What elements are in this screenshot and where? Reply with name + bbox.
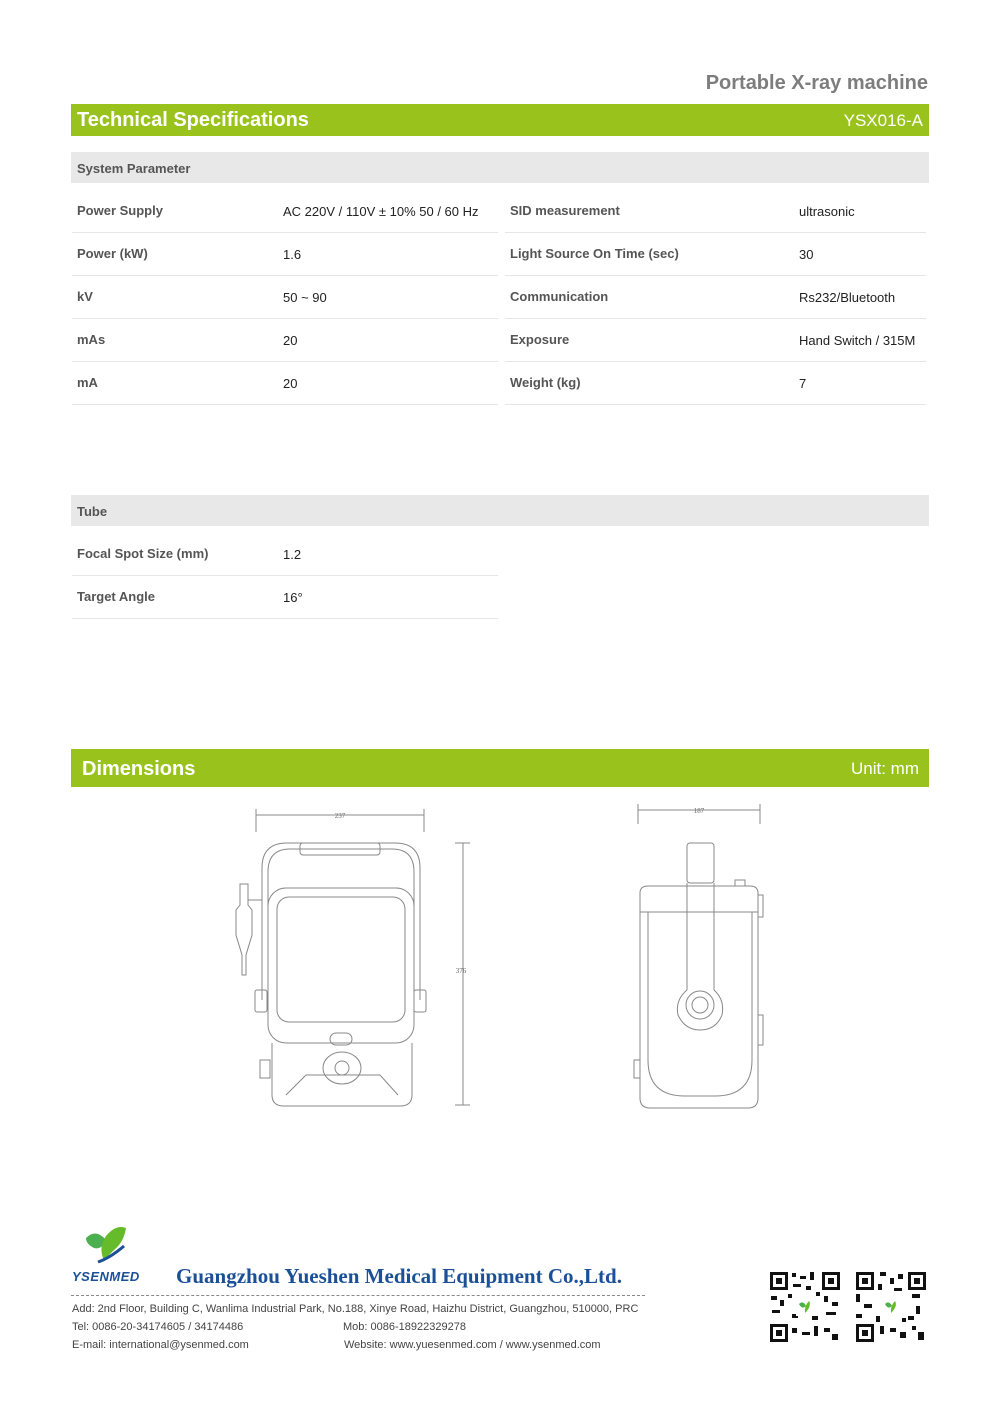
spec-value: 50 ~ 90 [283,290,327,305]
spec-label: SID measurement [510,203,620,218]
spec-value: AC 220V / 110V ± 10% 50 / 60 Hz [283,204,479,219]
company-name: Guangzhou Yueshen Medical Equipment Co.,Ltd. [176,1264,622,1288]
tube-title: Tube [77,504,108,519]
cable-connector [236,884,252,975]
model-number: YSX016-A [843,111,923,130]
spec-label: Light Source On Time (sec) [510,246,679,261]
specs-title: Technical Specifications [77,109,309,131]
spec-value: 1.6 [283,247,302,262]
spec-label: Weight (kg) [510,375,581,390]
company-email: E-mail: international@ysenmed.com [72,1339,249,1351]
side-handle-top [687,843,714,883]
front-width-label: 237 [334,812,346,820]
system-parameter-title: System Parameter [77,161,191,176]
dimensions-title: Dimensions [82,758,196,780]
spec-label: Focal Spot Size (mm) [77,546,209,561]
unit-label: Unit: mm [851,759,919,778]
spec-value: 20 [283,333,298,348]
spec-value: 30 [799,247,814,262]
spec-label: mA [77,375,98,390]
side-width-label: 187 [693,807,705,815]
spec-value: 20 [283,376,298,391]
footer-divider [71,1295,645,1296]
company-logo-icon [80,1220,130,1270]
spec-value: 1.2 [283,547,302,562]
side-knob [686,991,714,1019]
company-website: Website: www.yuesenmed.com / www.ysenmed.com [344,1339,601,1351]
company-mob: Mob: 0086-18922329278 [343,1321,466,1333]
spec-label: Communication [510,289,609,304]
front-height-label: 376 [455,967,467,975]
spec-label: Target Angle [77,589,156,604]
spec-label: Power (kW) [77,246,148,261]
spec-label: kV [77,289,93,304]
spec-value: 16° [283,590,303,605]
spec-value: Rs232/Bluetooth [799,290,896,305]
company-tel: Tel: 0086-20-34174605 / 34174486 [72,1321,244,1333]
qr-code-icon[interactable] [854,1270,928,1344]
qr-code-icon[interactable] [768,1270,842,1344]
front-window [277,897,405,1022]
spec-label: Exposure [510,332,570,347]
company-address: Add: 2nd Floor, Building C, Wanlima Industrial Park, No.188, Xinye Road, Haizhu District, Guangzhou, 510000, PRC [72,1303,639,1315]
spec-value: Hand Switch / 315M [799,333,916,348]
company-logo-text: YSENMED [72,1269,140,1284]
front-knob [323,1052,361,1084]
spec-value: 7 [799,376,807,391]
spec-value: ultrasonic [799,204,855,219]
product-title: Portable X-ray machine [705,72,928,94]
spec-label: mAs [77,332,106,347]
front-handle [262,843,420,1000]
spec-label: Power Supply [77,203,163,218]
front-housing [268,888,414,1043]
